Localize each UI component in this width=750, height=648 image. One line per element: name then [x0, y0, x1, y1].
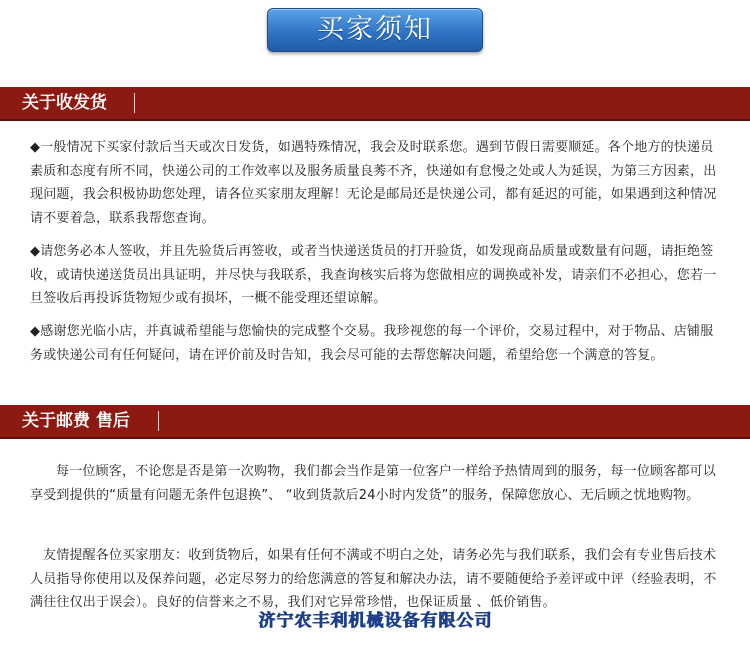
shipping-paragraph-1: ◆一般情况下买家付款后当天或次日发货，如遇特殊情况，我会及时联系您。遇到节假日需要顺延。各个地方的快递员素质和态度有所不同，快递公司的工作效率以及服务质量良莠不齐，快递如有怠慢之处或人为延误，为第三方因素，出现问题，我会积极协助您处理，请各位买家朋友理解！无论是邮局还是快递公司，都有延迟的可能，如果遇到这种情况请不要着急，联系我帮您查询。 [30, 140, 717, 226]
aftersale-paragraph-2: 友情提醒各位买家朋友：收到货物后，如果有任何不满或不明白之处，请务必先与我们联系，我们会有专业售后技术人员指导你使用以及保养问题，必定尽努力的给您满意的答复和解决办法，请不要随便给予差评或中评（经验表明，不满往往仅出于误会）。良好的信誉来之不易，我们对它异常珍惜，也保证质量 、低价销售。 [30, 548, 717, 610]
page-title: 买家须知 [267, 8, 483, 52]
title-area [0, 8, 750, 52]
divider [134, 93, 135, 113]
company-name: 济宁农丰利机械设备有限公司 [258, 611, 492, 631]
section-header-shipping [0, 87, 750, 121]
section-heading: 关于收发货 [22, 93, 107, 113]
divider [158, 411, 159, 431]
aftersale-paragraph-1: 每一位顾客，不论您是否是第一次购物，我们都会当作是第一位客户一样给予热情周到的服务，每一位顾客都可以享受到提供的“质量有问题无条件包退换”、 “收到货款后24小时内发货”的服务，保障您放心、无后顾之忧地购物。 [30, 464, 717, 503]
shipping-paragraph-2: ◆请您务必本人签收，并且先验货后再签收，或者当快递送货员的打开验货，如发现商品质量或数量有问题，请拒绝签收，或请快递送货员出具证明，并尽快与我联系，我查询核实后将为您做相应的调换或补发，请亲们不必担心，您若一旦签收后再投诉货物短少或有损坏，一概不能受理还望谅解。 [30, 244, 717, 306]
section-header-aftersale [0, 405, 750, 439]
section-heading: 关于邮费 售后 [22, 411, 130, 431]
shipping-paragraph-3: ◆感谢您光临小店，并真诚希望能与您愉快的完成整个交易。我珍视您的每一个评价，交易过程中，对于物品、店铺服务或快递公司有任何疑问，请在评价前及时告知，我会尽可能的去帮您解决问题，希望给您一个满意的答复。 [30, 324, 714, 363]
